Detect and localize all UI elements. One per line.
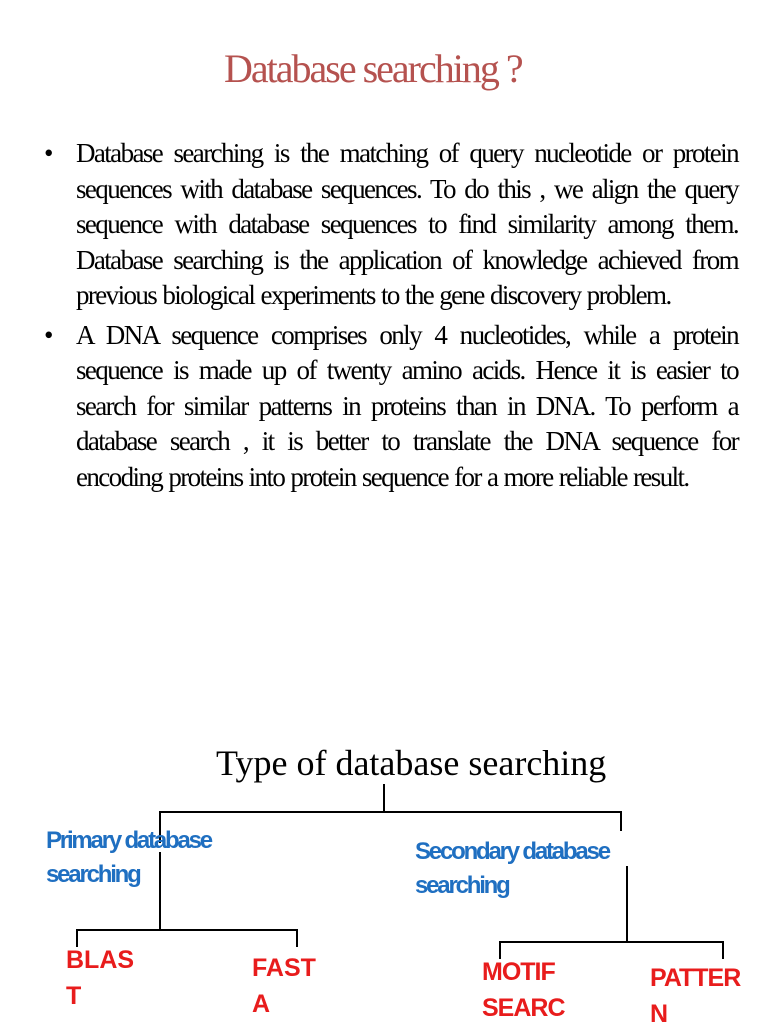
root-connector — [383, 784, 385, 812]
bullet-icon: • — [44, 319, 52, 350]
bullet-item — [44, 318, 738, 496]
bullet-item — [44, 136, 738, 314]
primary-category-label: Primary database searching — [46, 827, 211, 888]
secondary-drop-line — [620, 811, 622, 831]
bullet-list — [44, 136, 738, 499]
bullet-text: A DNA sequence comprises only 4 nucleotides, while a protein sequence is made up of twenty amino acids. Hence it is easier to search for similar patterns in proteins than in DNA. To perform a database search , it is better to translate the DNA sequence for encoding proteins into protein sequence for a more reliable result. — [76, 319, 738, 492]
top-branch-line — [160, 811, 622, 813]
secondary-category-label: Secondary database searching — [415, 838, 609, 899]
bullet-text: Database searching is the matching of query nucleotide or protein sequences with database sequences. To do this , we align the query sequence with database sequences to find similarity among them. Database searching is the application of knowledge achieved from previous biological experiments to the gene discovery problem. — [76, 138, 738, 310]
leaf-blast: BLAS T — [66, 946, 135, 1010]
bullet-icon: • — [44, 138, 52, 168]
slide-title: Database searching ? — [224, 46, 522, 91]
leaf-pattern: PATTER N — [650, 964, 741, 1028]
pattern-drop-line — [722, 941, 724, 959]
fasta-drop-line — [296, 929, 298, 947]
tree-title: Type of database searching — [216, 743, 607, 783]
leaf-motif-search: MOTIF SEARC — [482, 958, 565, 1022]
leaf-fasta: FAST A — [252, 954, 316, 1018]
primary-children-line — [76, 929, 298, 931]
secondary-children-line — [499, 941, 724, 943]
